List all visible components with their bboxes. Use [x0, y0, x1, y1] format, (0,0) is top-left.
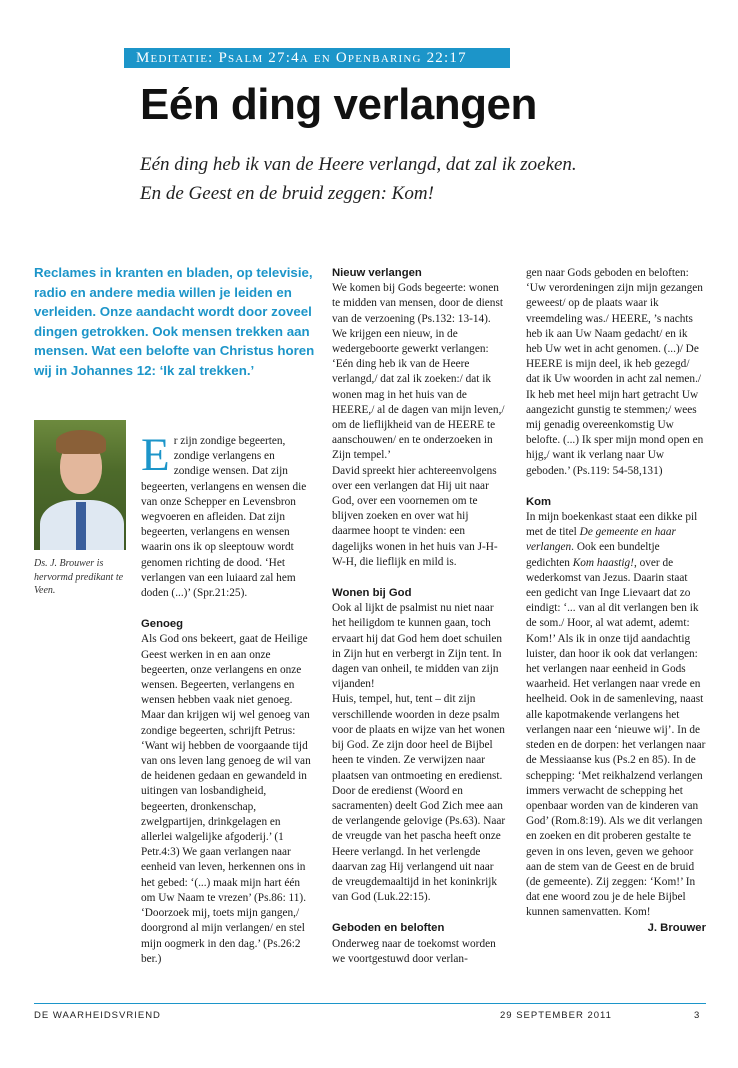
heading-genoeg: Genoeg — [141, 618, 184, 631]
kom-text-b: . Ook een bundeltje gedichten — [526, 541, 660, 569]
heading-wonen-bij-god: Wonen bij God — [332, 587, 412, 600]
heading-nieuw-verlangen: Nieuw verlangen — [332, 267, 422, 279]
kom-text-c: , over de wederkomst van Jezus. Daarin staat een gedicht van Inge Lievaart dat zo eindigt: ‘... van al dit verlangen ben ik de som./ Hoor, al wat ademt, ademt: Kom!’ Als ik in onze tijd aandachtig luister, dan hoor ik ook dat verlangen: het verlangen naar eenheid in Gods waarheid. Het verlangen naar vrede en heelheid. Ook in de samenleving, naast alle kapotmakende verlangens het verlangen naar een ‘nieuwe wij’. In de steden en de dorpen: het verlangen naar de Messiaanse kus (Ps.2 en 85). In de schepping: ‘Met reikhalzend verlangen immers verwacht de schepping het openbaar worden van de kinderen van God’ (Rom.8:19). Als we dit verlangen en zoeken en dit proberen gestalte te geven in ons leven, geven we gehoor aan de stem van de Geest en de bruid (de gemeente). Zij zeggen: ‘Kom!’ In dat ene woord zou je de hele Bijbel kunnen samenvatten. Kom! — [526, 556, 706, 919]
paragraph-nieuw-2: David spreekt hier achtereenvolgens over een verlangen dat Hij uit naar God, over een voornemen om te blijven zoeken en over wat hij daarmee hoopt te vinden: een dagelijks wonen in het huis van J-H-W-H, die lieflijk en mild is. — [332, 464, 498, 568]
book-title: De gemeente en haar verlangen — [526, 526, 676, 554]
paragraph-geboden-continued: gen naar Gods geboden en beloften: ‘Uw verordeningen zijn mijn gezangen geweest/ op de plaats waar ik vreemdeling was./ HEERE, ’s nachts heb ik aan Uw Naam gedacht/ en ik heb Uw wet in acht genomen. (...)/ De HEERE is mijn deel, ik heb gezegd/ dat ik Uw woorden in acht zal nemen./ Ik heb met heel mijn hart getracht Uw aangezicht gunstig te stemmen;/ wees mij genadig overeenkomstig Uw belofte. (...) Ik sper mijn mond open en hijg,/ want ik verlang naar Uw geboden.’ (Ps.119: 54-58,131) — [526, 267, 704, 477]
article-subtitle — [140, 150, 700, 208]
kom-text-a: In mijn boekenkast staat een dikke pil met de titel — [526, 511, 698, 539]
author-signature: J. Brouwer — [647, 921, 706, 934]
footer-date: 29 SEPTEMBER 2011 — [500, 1010, 612, 1021]
paragraph-kom — [526, 510, 706, 920]
photo-caption: Ds. J. Brouwer is hervormd predikant te Veen. — [34, 558, 124, 596]
lead-paragraph: Reclames in kranten en bladen, op televisie, radio en andere media willen je leiden en verleiden. Onze aandacht wordt door zoveel dingen getrokken. Ook mensen trekken aan mensen. Wat een belofte van Christus horen wij in Johannes 12: ‘Ik zal trekken.’ — [34, 265, 315, 378]
paragraph-nieuw-1: We komen bij Gods begeerte: wonen te midden van mensen, door de dienst van de verzoening (Ps.132: 13-14). We krijgen een nieuw, in de wedergeboorte gewerkt verlangen: ‘Eén ding heb ik van de Heere verlangd,/ dat zal ik zoeken:/ dat ik wonen mag in het huis van de HEERE,/ al de dagen van mijn leven,/ om de lieflijkheid van de HEERE te aanschouwen/ en te onderzoeken in Zijn tempel.’ — [332, 282, 505, 462]
drop-cap: E — [141, 429, 170, 481]
paragraph-wonen-2: Huis, tempel, hut, tent – dit zijn verschillende woorden in deze psalm voor de plaats en wijze van het wonen bij God. Ze zijn door heel de Bijbel heen te vinden. Ze verwijzen naar plaatsen van ontmoeting en eredienst. Door de eredienst (Woord en sacramenten) deelt God Zich mee aan de verlangende gelovige (Ps.63). Naar de vreugde van het pascha heeft onze Heere verlangd. In het verlengde daarvan zag Hij verlangend uit naar de vreugdemaaltijd in het koninkrijk van God (Luk.22:15). — [332, 693, 506, 904]
author-photo — [34, 420, 126, 550]
section-banner: Meditatie: Psalm 27:4a en Openbaring 22:17 — [124, 48, 510, 68]
column-2 — [332, 266, 506, 967]
column-1 — [141, 429, 313, 967]
subtitle-line-2: En de Geest en de bruid zeggen: Kom! — [140, 183, 434, 204]
paragraph-wonen-1: Ook al lijkt de psalmist nu niet naar het heiligdom te kunnen gaan, toch ervaart hij dat God hem doet schuilen in Zijn hut en verbergt in Zijn tent. In dagen van onheil, te midden van zijn vijanden! — [332, 602, 503, 691]
photo-tie — [76, 502, 86, 550]
intro-text: r zijn zondige begeerten, zondige verlangens en zondige wensen. Dat zijn begeerten, verlangens en wensen die van onze Schepper en Levensbron wegvoeren en afleiden. Dat zijn begeerten, verlangens en wensen waarin ons ik op sleeptouw wordt genomen richting de dood. ‘Het verlangen van een luiaard zal hem doden (...)’ (Spr.21:25). — [141, 435, 307, 600]
heading-kom: Kom — [526, 495, 552, 508]
heading-geboden: Geboden en beloften — [332, 922, 445, 935]
column-3 — [526, 266, 706, 936]
article-title: Eén ding verlangen — [140, 80, 537, 129]
footer-publication: DE WAARHEIDSVRIEND — [34, 1010, 161, 1021]
poem-collection-title: Kom haastig! — [572, 556, 634, 569]
paragraph-genoeg: Als God ons bekeert, gaat de Heilige Geest werken in en aan onze begeerten, onze verlangens en onze wensen. Begeerten, verlangens en wensen hebben vaak niet genoeg. Maar dan krijgen wij wel genoeg van zondige begeerten, schrijft Petrus: ‘Want wij hebben de voorgaande tijd van ons leven lang genoeg de wil van de heidenen gedaan en gewandeld in uitingen van losbandigheid, begeerten, dronkenschap, zwelgpartijen, drinkgelagen en allerlei walgelijke afgoderij.’ (1 Petr.4:3) We gaan verlangen naar eenheid van leven, herkennen ons in het gebed: ‘(...) maak mijn hart één om Uw Naam te vrezen’ (Ps.86: 11). ‘Doorzoek mij, toets mijn gangen,/ doorgrond al mijn verlangen/ en stel mijn oogmerk in den dag.’ (Ps.26:2 ber.) — [141, 633, 311, 965]
photo-hair — [56, 430, 106, 454]
footer-page-number: 3 — [694, 1010, 701, 1021]
footer-divider — [34, 1003, 706, 1004]
column-1-intro — [141, 429, 313, 601]
paragraph-geboden: Onderweg naar de toekomst worden we voortgestuwd door verlan- — [332, 937, 496, 965]
subtitle-line-1: Eén ding heb ik van de Heere verlangd, dat zal ik zoeken. — [140, 154, 577, 175]
